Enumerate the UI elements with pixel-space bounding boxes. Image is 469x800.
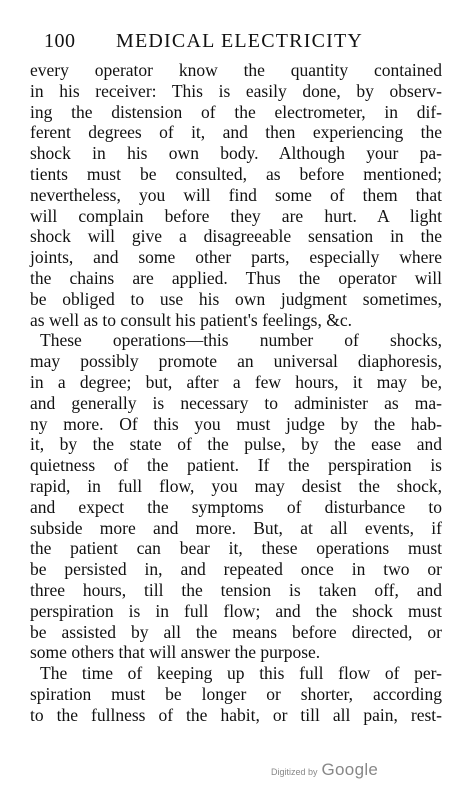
text-line: some others that will answer the purpose. xyxy=(30,642,321,663)
text-line: it, by the state of the pulse, by the ease and xyxy=(30,434,442,455)
watermark-prefix: Digitized by xyxy=(271,767,318,777)
text-line: ing the distension of the electrometer, in dif- xyxy=(30,101,442,122)
page-number: 100 xyxy=(44,30,76,52)
text-line: three hours, till the tension is taken off, and xyxy=(30,579,442,600)
text-line: may possibly promote an universal diaphoresis, xyxy=(30,351,442,372)
text-line: The time of keeping up this full flow of per- xyxy=(40,663,442,684)
text-line: tients must be consulted, as before mentioned; xyxy=(30,163,442,184)
text-line: subside more and more. But, at all events, if xyxy=(30,517,442,538)
digitization-watermark xyxy=(271,760,378,786)
text-line: to the fullness of the habit, or till all pain, rest- xyxy=(30,704,442,725)
text-line: and generally is necessary to administer as ma- xyxy=(30,392,442,413)
text-line: be obliged to use his own judgment sometimes, xyxy=(30,288,442,309)
text-line: shock will give a disagreeable sensation in the xyxy=(30,226,442,247)
text-line: spiration must be longer or shorter, according xyxy=(30,683,442,704)
text-line: the patient can bear it, these operations must xyxy=(30,538,442,559)
text-line: These operations—this number of shocks, xyxy=(40,330,442,351)
text-line: as well as to consult his patient's feelings, &c. xyxy=(30,309,352,330)
text-line: rapid, in full flow, you may desist the shock, xyxy=(30,475,442,496)
text-line: will complain before they are hurt. A light xyxy=(30,205,442,226)
text-line: the chains are applied. Thus the operator will xyxy=(30,267,442,288)
text-line: every operator know the quantity contained xyxy=(30,60,442,80)
text-line: in a degree; but, after a few hours, it may be, xyxy=(30,371,442,392)
text-line: be assisted by all the means before directed, or xyxy=(30,621,442,642)
text-line: nevertheless, you will find some of them that xyxy=(30,184,442,205)
text-line: be persisted in, and repeated once in two or xyxy=(30,559,442,580)
text-line: shock in his own body. Although your pa- xyxy=(30,143,442,164)
page-header xyxy=(44,30,444,56)
text-line: ny more. Of this you must judge by the hab- xyxy=(30,413,442,434)
text-line: and expect the symptoms of disturbance to xyxy=(30,496,442,517)
text-line: joints, and some other parts, especially where xyxy=(30,247,442,268)
body-text xyxy=(30,60,442,726)
google-logo: Google xyxy=(321,760,379,779)
running-title: MEDICAL ELECTRICITY xyxy=(116,30,364,52)
text-line: perspiration is in full flow; and the shock must xyxy=(30,600,442,621)
text-line: ferent degrees of it, and then experiencing the xyxy=(30,122,442,143)
text-line: in his receiver: This is easily done, by observ- xyxy=(30,80,442,101)
text-line: quietness of the patient. If the perspiration is xyxy=(30,455,442,476)
